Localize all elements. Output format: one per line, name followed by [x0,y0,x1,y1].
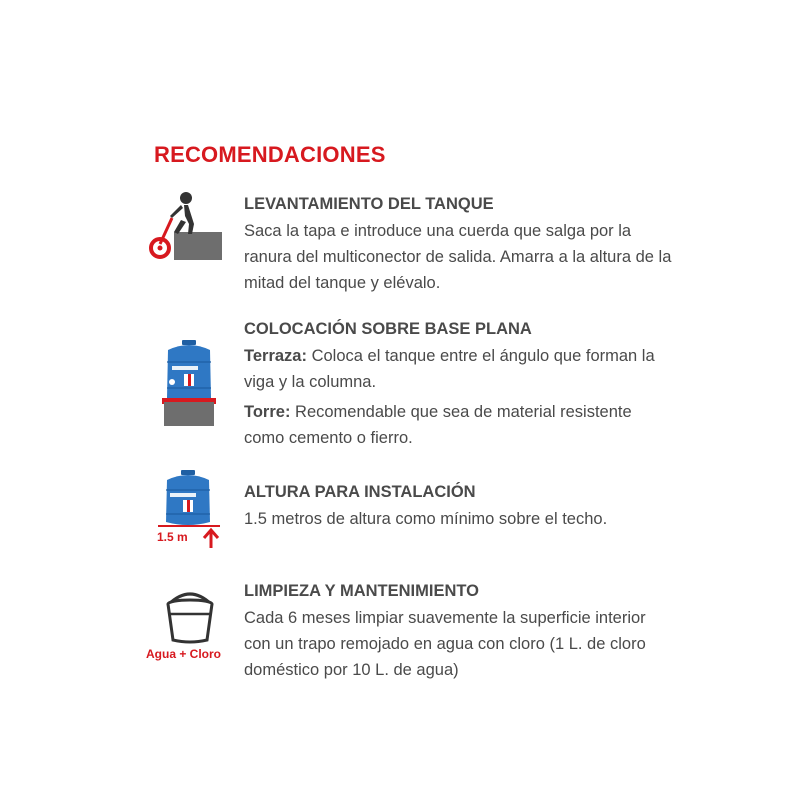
section-text [244,580,674,683]
height-caption: 1.5 m [157,530,188,544]
torre-label: Torre: [244,403,291,421]
section-description: Saca la tapa e introduce una cuerda que salga por la ranura del multiconector de salida. Amarra a la altura de la mitad del tanque y elévalo. [244,222,672,292]
cleaning-caption: Agua + Cloro [146,647,222,661]
torre-item [244,399,674,451]
section-heading: ALTURA PARA INSTALACIÓN [244,483,476,501]
section-heading: LIMPIEZA Y MANTENIMIENTO [244,582,479,600]
person-lifting-tank-icon [148,186,228,262]
section-text [244,481,674,532]
section-description: Cada 6 meses limpiar suavemente la superficie interior con un trapo remojado en agua con cloro (1 L. de cloro doméstico por 10 L. de agua) [244,609,646,679]
terraza-label: Terraza: [244,347,307,365]
section-heading: LEVANTAMIENTO DEL TANQUE [244,195,494,213]
tank-on-flat-base-icon [158,338,220,428]
section-text [244,318,674,451]
section-heading: COLOCACIÓN SOBRE BASE PLANA [244,320,532,338]
section-text [244,193,674,296]
terraza-text: Coloca el tanque entre el ángulo que forman la viga y la columna. [244,347,655,391]
page-title: RECOMENDACIONES [154,142,386,167]
bucket-icon [163,590,217,646]
torre-text: Recomendable que sea de material resistente como cemento o fierro. [244,403,632,447]
section-description: 1.5 metros de altura como mínimo sobre el techo. [244,510,608,528]
terraza-item [244,343,674,395]
